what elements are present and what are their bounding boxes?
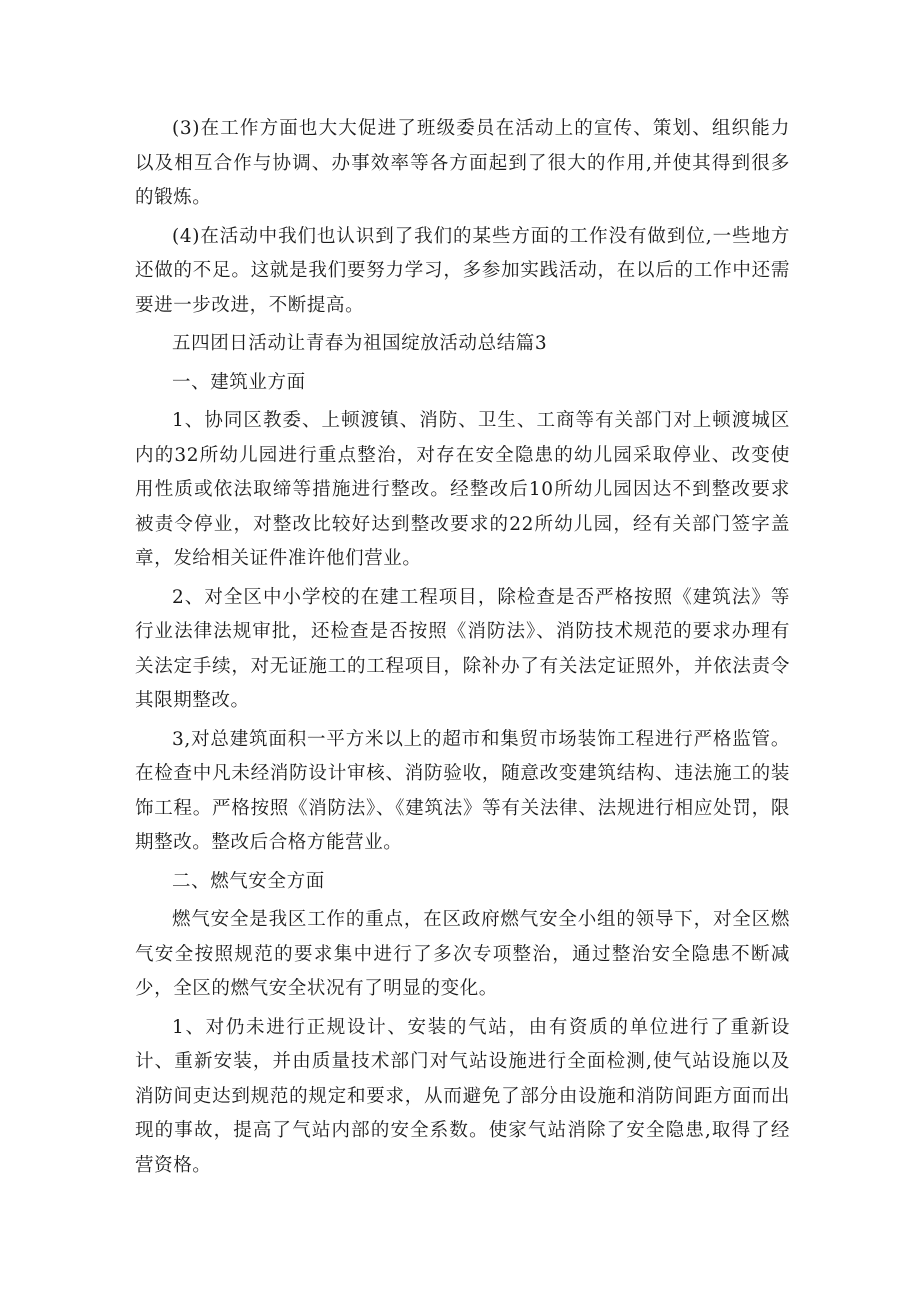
- paragraph-construction-3: 3,对总建筑面积一平方米以上的超市和集贸市场装饰工程进行严格监管。在检查中凡未经消防设计审核、消防验收，随意改变建筑结构、违法施工的装饰工程。严格按照《消防法》、《建筑法》等有关法律、法规进行相应处罚，限期整改。整改后合格方能营业。: [135, 728, 790, 853]
- paragraph-construction-2: 2、对全区中小学校的在建工程项目，除检查是否严格按照《建筑法》等行业法律法规审批，还检查是否按照《消防法》、消防技术规范的要求办理有关法定手续，对无证施工的工程项目，除补办了有关法定证照外，并依法责令其限期整改。: [135, 586, 790, 711]
- subheading-gas-safety: 二、燃气安全方面: [172, 870, 325, 892]
- paragraph-gas-1: 1、对仍未进行正规设计、安装的气站，由有资质的单位进行了重新设计、重新安装，并由质量技术部门对气站设施进行全面检测,使气站设施以及消防间吏达到规范的规定和要求，从而避免了部分由设施和消防间距方面而出现的事故，提高了气站内部的安全系数。使家气站消除了安全隐患,取得了经营资格。: [135, 1016, 790, 1176]
- paragraph-item-3: (3)在工作方面也大大促进了班级委员在活动上的宣传、策划、组织能力以及相互合作与协调、办事效率等各方面起到了很大的作用,并使其得到很多的锻炼。: [135, 118, 790, 208]
- section-title: 五四团日活动让青春为祖国绽放活动总结篇3: [172, 333, 548, 354]
- subheading-construction: 一、建筑业方面: [172, 371, 306, 393]
- paragraph-item-4: (4)在活动中我们也认识到了我们的某些方面的工作没有做到位,一些地方还做的不足。这就是我们要努力学习，多参加实践活动，在以后的工作中还需要进一步改进，不断提高。: [135, 225, 790, 316]
- paragraph-construction-1: 1、协同区教委、上顿渡镇、消防、卫生、工商等有关部门对上顿渡城区内的32所幼儿园进行重点整治，对存在安全隐患的幼儿园采取停业、改变使用性质或依法取缔等措施进行整改。经整改后10所幼儿园因达不到整改要求被责令停业，对整改比较好达到整改要求的22所幼儿园，经有关部门签字盖章，发给相关证件准许他们营业。: [135, 410, 790, 569]
- paragraph-gas-intro: 燃气安全是我区工作的重点，在区政府燃气安全小组的领导下，对全区燃气安全按照规范的要求集中进行了多次专项整治，通过整治安全隐患不断减少，全区的燃气安全状况有了明显的变化。: [135, 909, 790, 999]
- document-body: [135, 112, 790, 1187]
